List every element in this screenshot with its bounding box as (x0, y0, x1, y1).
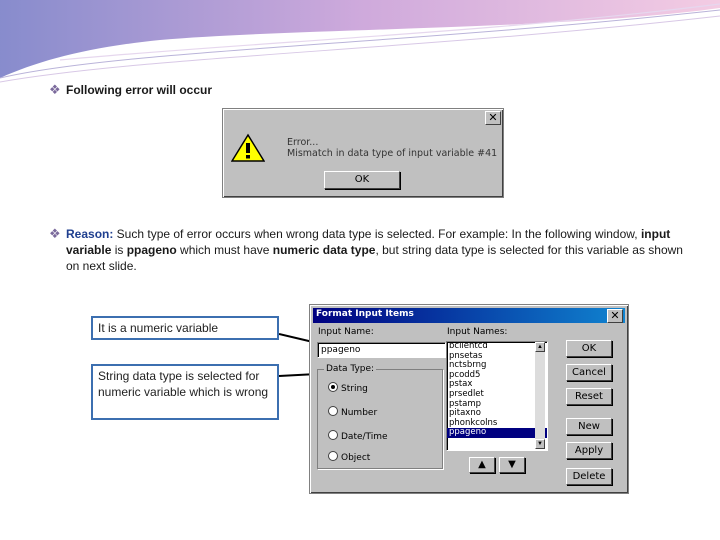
input-name-value: ppageno (321, 345, 361, 355)
new-button[interactable]: New (566, 418, 612, 435)
input-names-list-item[interactable]: pstax (449, 379, 473, 390)
error-dialog-close-button[interactable]: ✕ (485, 111, 501, 125)
reason-paragraph (66, 226, 686, 274)
radio-datetime-dot (328, 430, 338, 440)
bullet-icon: ❖ (49, 226, 61, 241)
input-names-list-item[interactable]: pstamp (449, 398, 482, 409)
radio-string[interactable] (328, 382, 368, 394)
reset-button[interactable]: Reset (566, 388, 612, 405)
reason-bold-1: input variable (66, 227, 671, 257)
input-names-label: Input Names: (447, 327, 508, 337)
error-ok-button[interactable]: OK (324, 171, 400, 189)
header-decoration (0, 0, 720, 90)
data-type-label: Data Type: (326, 364, 375, 374)
scroll-down-arrow-icon[interactable]: ▼ (535, 439, 545, 449)
move-up-button[interactable]: ▲ (469, 457, 495, 473)
radio-datetime-label: Date/Time (341, 432, 388, 442)
input-names-scrollbar[interactable] (535, 342, 545, 448)
reason-text-4: , but string data type is selected for this variable as shown on next slide. (66, 243, 683, 273)
radio-datetime[interactable] (328, 430, 388, 442)
reason-bold-3: numeric data type (272, 243, 376, 257)
delete-button[interactable]: Delete (566, 468, 612, 485)
format-input-dialog (309, 304, 629, 494)
format-dialog-title: Format Input Items (316, 309, 414, 319)
input-names-list-item[interactable]: phonkcolns (449, 417, 498, 428)
radio-string-dot (328, 382, 338, 392)
radio-object-label: Object (341, 453, 371, 463)
scroll-up-arrow-icon[interactable]: ▲ (535, 342, 545, 352)
error-message-text: Mismatch in data type of input variable #41 (287, 148, 498, 159)
cancel-button[interactable]: Cancel (566, 364, 612, 381)
input-names-list-item[interactable]: pnsetas (449, 350, 483, 361)
input-names-list-item[interactable]: pcodd5 (449, 369, 481, 380)
format-dialog-titlebar (313, 308, 625, 323)
move-down-button[interactable]: ▼ (499, 457, 525, 473)
bullet-heading: Following error will occur (66, 83, 213, 97)
reason-text-2: is (111, 243, 127, 257)
reason-bold-2: ppageno (126, 243, 177, 257)
reason-text-1: Such type of error occurs when wrong data type is selected. For example: In the following window, (113, 227, 641, 241)
ok-button[interactable]: OK (566, 340, 612, 357)
radio-number-dot (328, 406, 338, 416)
radio-number[interactable] (328, 406, 377, 418)
error-dialog (222, 108, 504, 198)
error-title-text: Error... (287, 137, 319, 148)
input-names-list-item[interactable]: pitaxno (449, 408, 481, 419)
format-dialog-close-button[interactable]: ✕ (607, 309, 623, 323)
radio-object-dot (328, 451, 338, 461)
radio-object[interactable] (328, 451, 370, 463)
warning-icon (231, 133, 265, 163)
apply-button[interactable]: Apply (566, 442, 612, 459)
note-string-selected: String data type is selected for numeric variable which is wrong (91, 364, 279, 420)
input-names-list-item[interactable]: nctsbrng (449, 360, 487, 371)
reason-label: Reason: (66, 227, 114, 241)
radio-string-label: String (341, 384, 368, 394)
input-names-list-item[interactable]: prsedlet (449, 388, 484, 399)
input-names-list[interactable] (446, 341, 548, 451)
input-names-list-item[interactable]: bclientcd (449, 341, 488, 351)
note-numeric-variable: It is a numeric variable (91, 316, 279, 340)
bullet-icon: ❖ (49, 82, 61, 97)
input-names-list-item[interactable]: ppageno (447, 428, 547, 438)
input-name-label: Input Name: (318, 327, 374, 337)
reason-text-3: which must have (176, 243, 273, 257)
radio-number-label: Number (341, 408, 378, 418)
input-name-field[interactable] (317, 342, 446, 358)
